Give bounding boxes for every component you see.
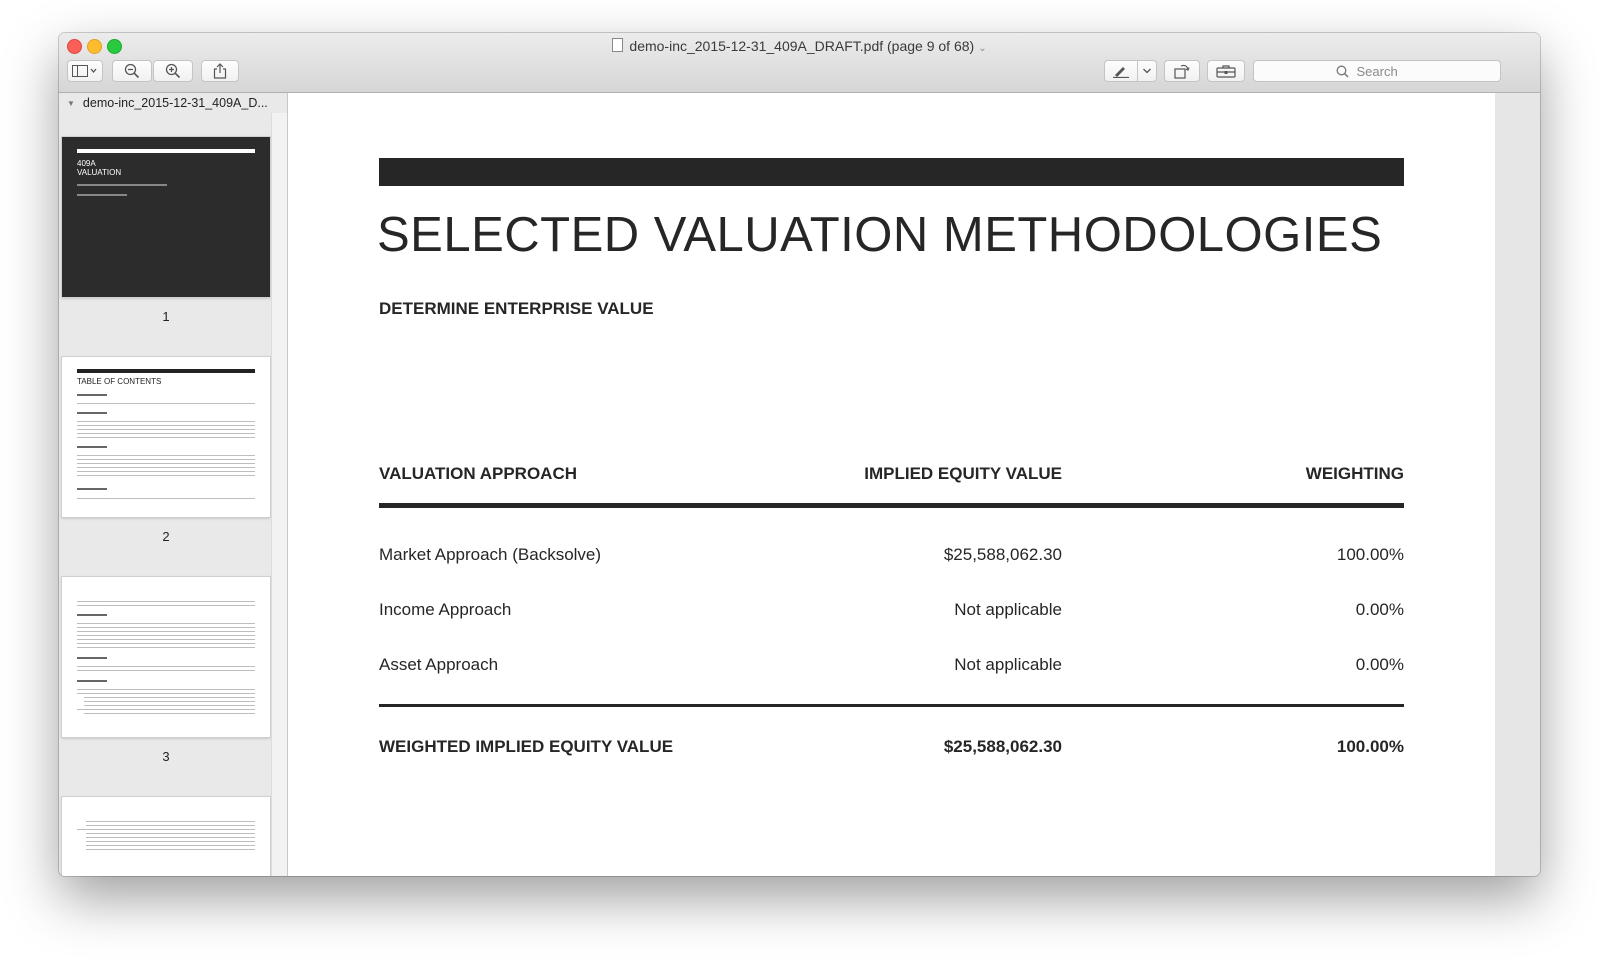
thumbnail-text-line (77, 463, 255, 464)
page-thumbnail-4[interactable] (62, 797, 270, 876)
document-view[interactable] (288, 93, 1540, 876)
thumbnail-section (77, 680, 107, 682)
thumbnail-text-line (77, 437, 255, 438)
row-weighting: 100.00% (1336, 545, 1404, 564)
rotate-button[interactable] (1164, 60, 1200, 82)
thumbnail-section (77, 488, 107, 490)
total-label: WEIGHTED IMPLIED EQUITY VALUE (379, 737, 674, 756)
thumbnail-page-number: 3 (162, 749, 170, 764)
thumbnail-heading: TABLE OF CONTENTS (77, 377, 162, 386)
thumbnail-text-line (77, 471, 255, 472)
chevron-down-icon: ⌄ (978, 43, 987, 54)
thumbnail-text-line (77, 693, 255, 694)
zoom-in-icon (165, 63, 181, 79)
thumbnail-text-line (77, 601, 255, 602)
thumbnail-text-line (84, 705, 255, 706)
sidebar-toggle-button[interactable] (67, 60, 103, 82)
zoom-in-button[interactable] (153, 60, 193, 82)
thumbnail-text-line (77, 635, 255, 636)
titlebar (59, 33, 1540, 93)
thumbnail-page-number: 2 (162, 529, 170, 544)
thumbnail-text-line (86, 837, 255, 838)
row-equity-value: Not applicable (954, 600, 1062, 619)
thumbnail-text-line (86, 849, 255, 850)
thumbnail-text-line (77, 643, 255, 644)
sidebar-scrollbar[interactable] (271, 113, 287, 876)
thumbnail-section (77, 446, 107, 448)
window-title-text: demo-inc_2015-12-31_409A_DRAFT.pdf (page 9 of 68) (629, 38, 975, 54)
pen-icon (1112, 64, 1130, 78)
row-equity-value: $25,588,062.30 (943, 545, 1062, 564)
thumbnail-text-line (77, 429, 255, 430)
search-icon (1336, 65, 1349, 78)
table-header-rule (379, 503, 1404, 508)
thumbnail-text-line (77, 670, 255, 671)
thumbnail-text-line (77, 639, 255, 640)
thumbnail-text-line (77, 631, 255, 632)
document-scroll-gutter[interactable] (1495, 93, 1540, 876)
share-icon (213, 63, 227, 79)
thumbnail-text-line (77, 689, 255, 690)
thumbnail-text-line (77, 467, 255, 468)
total-equity-value: $25,588,062.30 (943, 737, 1062, 756)
page-thumbnail-1[interactable] (62, 137, 270, 297)
share-button[interactable] (201, 60, 239, 82)
row-approach: Market Approach (Backsolve) (379, 545, 602, 564)
total-weighting: 100.00% (1336, 737, 1404, 756)
thumbnail-rule (77, 369, 255, 373)
thumbnail-section (77, 394, 107, 396)
row-weighting: 0.00% (1355, 655, 1404, 674)
zoom-out-button[interactable] (112, 60, 152, 82)
page-thumbnail-2[interactable] (62, 357, 270, 517)
toolbox-icon (1216, 64, 1236, 78)
thumbnail-section (77, 412, 107, 414)
thumbnail-text-line (77, 421, 255, 422)
thumbnail-text-line (77, 627, 255, 628)
thumbnail-text-line (77, 455, 255, 456)
thumbnail-text-line (86, 845, 255, 846)
thumbnail-text-line (77, 403, 255, 404)
search-field[interactable] (1253, 60, 1501, 82)
thumbnail-text-line (77, 829, 255, 830)
thumbnail-page-number: 1 (162, 309, 170, 324)
markup-button[interactable] (1104, 60, 1138, 82)
sidebar-file-label: demo-inc_2015-12-31_409A_D... (82, 96, 268, 110)
thumbnail-text-line (77, 709, 255, 710)
thumbnail-text-line (86, 825, 255, 826)
thumbnail-rule (77, 149, 255, 153)
thumbnail-text-line (84, 701, 255, 702)
thumbnail-text-line (77, 623, 255, 624)
page-title: SELECTED VALUATION METHODOLOGIES (377, 208, 1383, 262)
column-header-equity-value: IMPLIED EQUITY VALUE (864, 464, 1062, 483)
page-header-bar (379, 158, 1404, 186)
thumbnail-text-line (77, 459, 255, 460)
thumbnail-text-line (77, 666, 255, 667)
rotate-icon (1173, 63, 1191, 79)
row-approach: Asset Approach (379, 655, 499, 674)
page-thumbnail-3[interactable] (62, 577, 270, 737)
column-header-weighting: WEIGHTING (1305, 464, 1404, 483)
thumbnail-text-line (86, 821, 255, 822)
thumbnail-text-line (77, 647, 255, 648)
thumbnail-text-line (77, 184, 167, 186)
toolbox-button[interactable] (1207, 60, 1245, 82)
chevron-down-icon (1142, 67, 1152, 75)
thumbnail-section (77, 657, 107, 659)
window-title[interactable] (59, 38, 1540, 54)
thumbnail-sidebar (59, 93, 288, 876)
zoom-out-icon (124, 63, 140, 79)
pdf-page (288, 93, 1495, 876)
thumbnail-text-line (84, 697, 255, 698)
search-input[interactable] (1355, 63, 1419, 80)
sidebar-document-header[interactable] (59, 93, 287, 113)
thumbnail-text-line (86, 841, 255, 842)
thumbnail-text-line (77, 194, 127, 196)
sidebar-icon (72, 65, 98, 77)
thumbnail-text-line (77, 425, 255, 426)
thumbnail-section (77, 614, 107, 616)
row-weighting: 0.00% (1355, 600, 1404, 619)
row-approach: Income Approach (379, 600, 512, 619)
thumbnail-heading: 409A VALUATION (77, 159, 122, 177)
table-total-rule (379, 704, 1404, 707)
preview-window (59, 33, 1540, 876)
thumbnail-text-line (77, 433, 255, 434)
thumbnail-text-line (86, 833, 255, 834)
thumbnail-text-line (77, 605, 255, 606)
disclosure-triangle-icon[interactable]: ▼ (67, 98, 75, 108)
markup-menu-button[interactable] (1137, 60, 1157, 82)
thumbnail-text-line (77, 475, 255, 476)
pdf-document-icon (612, 38, 623, 52)
column-header-approach: VALUATION APPROACH (379, 464, 578, 483)
thumbnail-text-line (77, 498, 255, 499)
thumbnail-text-line (84, 713, 255, 714)
section-subtitle: DETERMINE ENTERPRISE VALUE (379, 299, 654, 318)
row-equity-value: Not applicable (954, 655, 1062, 674)
